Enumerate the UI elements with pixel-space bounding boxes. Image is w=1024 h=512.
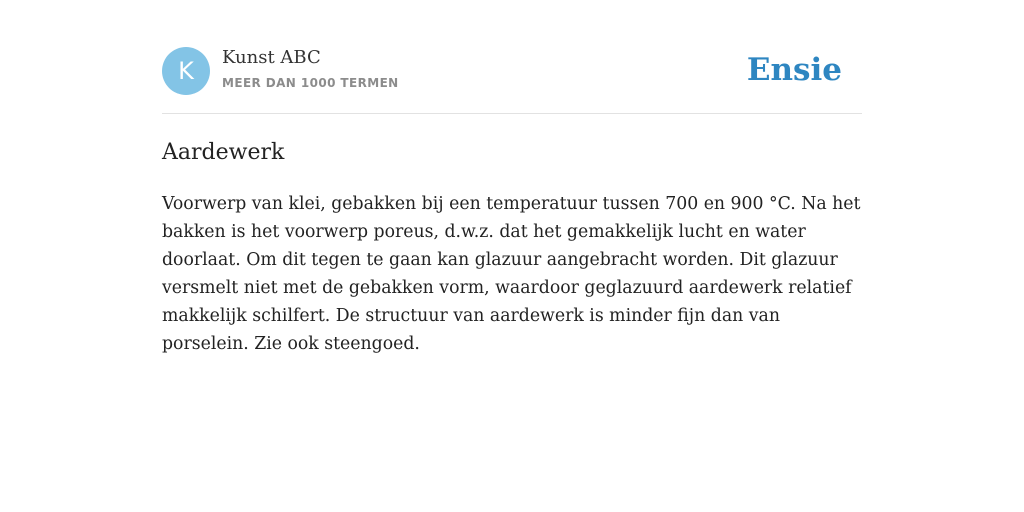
ensie-logo[interactable]: Ensie	[746, 52, 842, 88]
source-term-count: MEER DAN 1000 TERMEN	[222, 76, 399, 90]
source-name[interactable]: Kunst ABC	[222, 47, 321, 68]
entry-definition: Voorwerp van klei, gebakken bij een temperatuur tussen 700 en 900 °C. Na het bakken is het voorwerp poreus, d.w.z. dat het gemakkelijk lucht en water doorlaat. Om dit tegen te gaan kan glazuur aangebracht worden. Dit glazuur versmelt niet met de gebakken vorm, waardoor geglazuurd aardewerk relatief makkelijk schilfert. De structuur van aardewerk is minder fijn dan van porselein. Zie ook steengoed.	[162, 194, 861, 354]
entry-title: Aardewerk	[162, 140, 285, 165]
definition-card	[162, 0, 862, 354]
card-header	[162, 0, 862, 114]
avatar[interactable]: K	[162, 47, 210, 95]
